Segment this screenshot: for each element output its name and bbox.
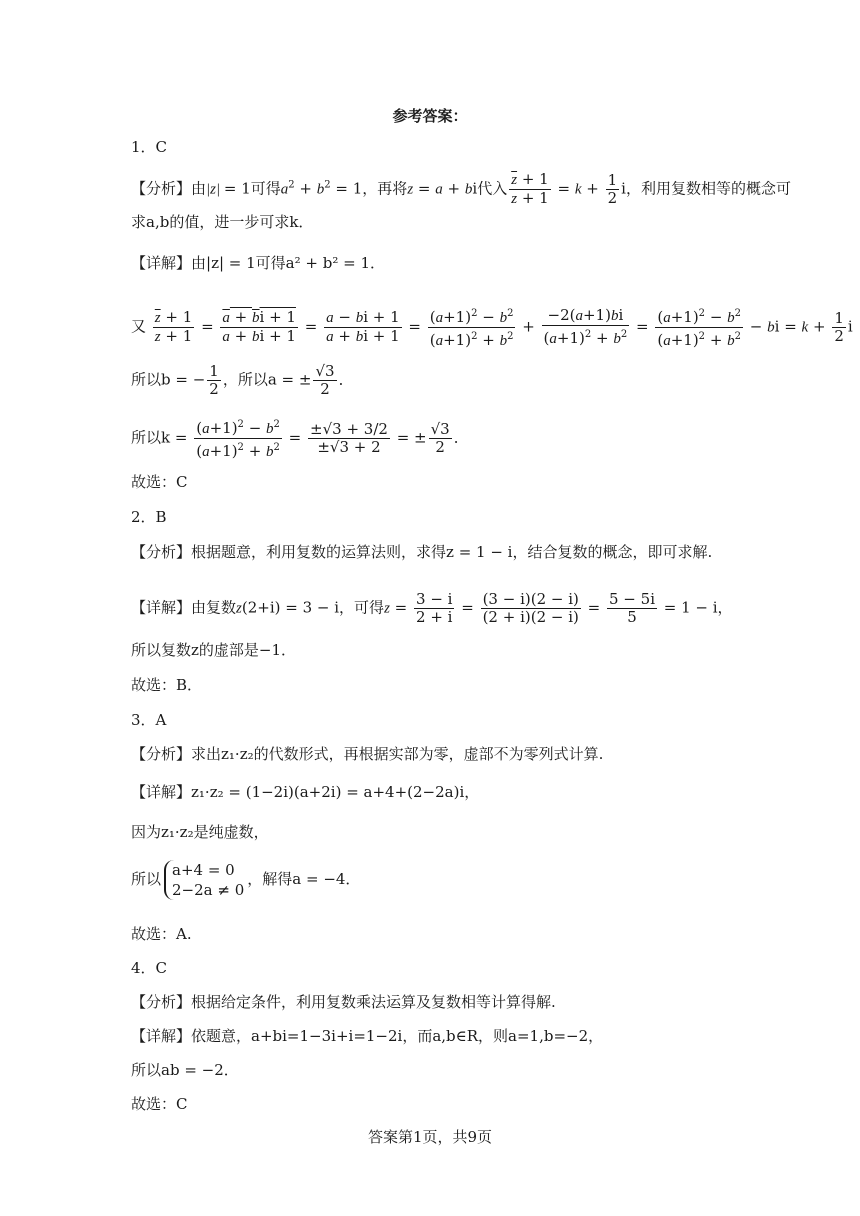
fraction: $\frac{(a+1)^2 - b^2}{(a+1)^2 + b^2}$ [655, 305, 743, 350]
detail-label: 【详解】 [131, 1027, 192, 1045]
fraction: $\frac{a + bi + 1}{a + bi + 1}$ [222, 308, 296, 345]
q4-detail: 【详解】依题意，a+bi=1−3i+i=1−2i，而a,b∈R，则a=1,b=−2， [131, 1027, 604, 1045]
q3-pure-imag: 因为z₁·z₂是纯虚数， [131, 823, 269, 841]
q1-analysis: 【分析】由|z| = 1可得$a^2 + b^2 = 1$，再将z = a + bi代入 $\frac{\overline{z} + 1}{z + 1}$ = k + $\frac{1}{2}$ i，利用复数相等的概念可 [131, 170, 791, 207]
equation-system: a+4 = 0 2−2a ≠ 0 [164, 860, 244, 900]
fraction: $\frac{(3 - i)(2 - i)}{(2 + i)(2 - i)}$ [482, 590, 579, 626]
q2-choose: 故选：B． [131, 676, 203, 694]
q1-equation: 又 $\frac{\overline{z} + 1}{z + 1}$ = $\frac{a + bi + 1}{a + bi + 1}$ = $\frac{a - bi + 1}{a + bi + 1}$ = $\frac{(a+1)^2 - b^2}{(a+1)^2 + b^2}$ + $\frac{-2(a+1)bi}{(a+1)^2 + b^2}$ = $\frac{(a+1)^2 - b^2}{(a+1)^2 + b^2}$ − bi = k + $\frac{1}{2}$ i [131, 306, 853, 349]
fraction: $\frac{√3}{2}$ [430, 420, 450, 456]
q4-choose: 故选：C [131, 1095, 188, 1113]
q1-solve-k: 所以k = $\frac{(a+1)^2 - b^2}{(a+1)^2 + b^2}$ = $\frac{\pm√3 + 3/2}{\pm√3 + 2}$ = ± $\frac{√3}{2}$ ． [131, 416, 469, 461]
q4-analysis: 【分析】根据给定条件，利用复数乘法运算及复数相等计算得解. [131, 993, 556, 1011]
q1-analysis-cont: 求a,b的值，进一步可求k． [131, 213, 314, 231]
q3-system: 所以 a+4 = 0 2−2a ≠ 0 ，解得a = −4． [131, 861, 361, 899]
q1-answer: 1．C [131, 138, 168, 156]
fraction: $\frac{1}{2}$ [209, 362, 219, 398]
page-title: 参考答案： [392, 107, 468, 125]
fraction: $\frac{\overline{z} + 1}{z + 1}$ [511, 170, 549, 207]
analysis-label: 【分析】 [131, 179, 192, 198]
q2-imag-part: 所以复数z的虚部是−1． [131, 641, 297, 659]
q3-answer: 3．A [131, 711, 167, 729]
q3-analysis: 【分析】求出z₁·z₂的代数形式，再根据实部为零，虚部不为零列式计算. [131, 745, 604, 763]
analysis-label: 【分析】 [131, 745, 192, 763]
analysis-label: 【分析】 [131, 993, 192, 1011]
fraction: $\frac{(a+1)^2 - b^2}{(a+1)^2 + b^2}$ [194, 416, 282, 461]
q1-detail: 【详解】由|z| = 1可得a² + b² = 1． [131, 254, 385, 272]
fraction: $\frac{1}{2}$ [834, 309, 844, 345]
fraction: $\frac{(a+1)^2 - b^2}{(a+1)^2 + b^2}$ [428, 305, 516, 350]
detail-label: 【详解】 [131, 254, 192, 272]
q3-choose: 故选：A. [131, 925, 192, 943]
q2-detail: 【详解】由复数z(2+i) = 3 − i，可得z = $\frac{3 - i}{2 + i}$ = $\frac{(3 - i)(2 - i)}{(2 + i)(2 - i)}$ = $\frac{5 - 5i}{5}$ = 1 − i， [131, 590, 733, 626]
q2-answer: 2．B [131, 508, 167, 526]
analysis-label: 【分析】 [131, 543, 192, 561]
fraction: $\frac{√3}{2}$ [315, 362, 335, 398]
page-footer: 答案第1页，共9页 [367, 1128, 493, 1146]
q1-solve-ab: 所以b = − $\frac{1}{2}$ ，所以a = ± $\frac{√3}{2}$ ． [131, 362, 354, 398]
detail-label: 【详解】 [131, 783, 192, 801]
fraction: $\frac{\pm√3 + 3/2}{\pm√3 + 2}$ [310, 420, 388, 456]
q4-answer: 4．C [131, 959, 168, 977]
fraction: $\frac{1}{2}$ [607, 171, 618, 207]
fraction: $\frac{5 - 5i}{5}$ [609, 590, 655, 626]
q2-analysis: 【分析】根据题意，利用复数的运算法则，求得z = 1 − i，结合复数的概念，即可求解. [131, 543, 713, 561]
q3-detail: 【详解】z₁·z₂ = (1−2i)(a+2i) = a+4+(2−2a)i， [131, 783, 480, 801]
q1-choose: 故选：C [131, 473, 188, 491]
detail-label: 【详解】 [131, 598, 192, 617]
fraction: $\frac{a - bi + 1}{a + bi + 1}$ [326, 308, 400, 345]
fraction: $\frac{\overline{z} + 1}{z + 1}$ [154, 308, 193, 345]
q4-so-ab: 所以ab = −2． [131, 1061, 239, 1079]
fraction: $\frac{3 - i}{2 + i}$ [416, 590, 453, 626]
fraction: $\frac{-2(a+1)bi}{(a+1)^2 + b^2}$ [543, 306, 628, 347]
